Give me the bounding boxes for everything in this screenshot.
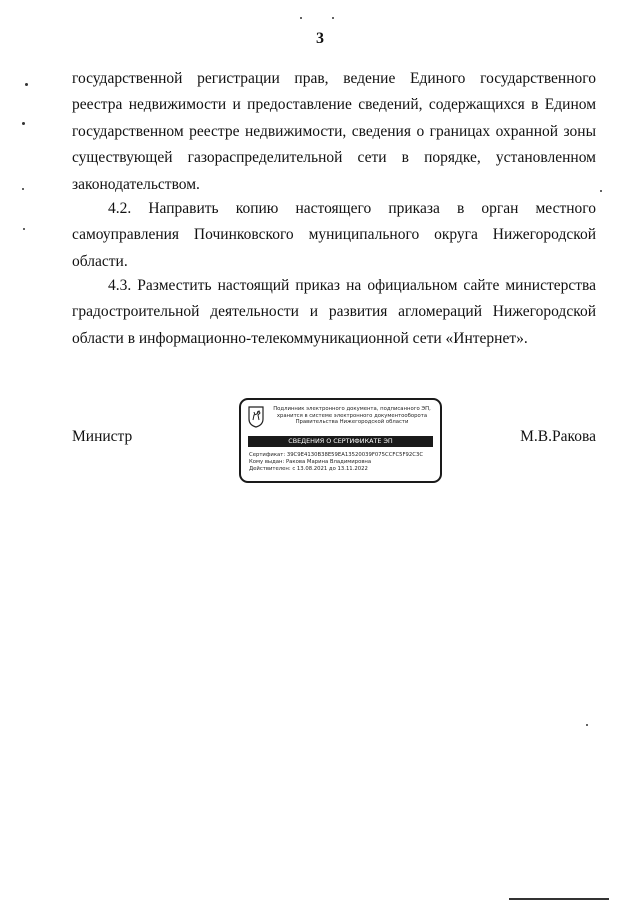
stamp-certificate-bar: СВЕДЕНИЯ О СЕРТИФИКАТЕ ЭП	[248, 436, 433, 447]
scan-speck	[600, 190, 602, 192]
deer-emblem-icon	[248, 406, 264, 428]
paragraph-continuation: государственной регистрации прав, ведение Единого государственного реестра недвижимости и предоставление сведений, содержащихся в Едином государственном реестре недвижимости, сведения о границах охранной зоны существующей газораспределительной сети в порядке, установленном законодательством.	[72, 70, 596, 193]
electronic-signature-stamp	[239, 398, 442, 483]
scan-speck	[509, 898, 609, 900]
signer-title: Министр	[72, 428, 133, 445]
scan-speck	[25, 83, 28, 86]
scan-speck	[300, 17, 302, 19]
scan-speck	[23, 228, 25, 230]
paragraph-4-3: 4.3. Разместить настоящий приказ на официальном сайте министерства градостроительной деятельности и развития агломераций Нижегородской области в информационно-телекоммуникационной сети «Интернет».	[72, 277, 596, 347]
scan-speck	[22, 122, 25, 125]
scan-speck	[22, 188, 24, 190]
scan-speck	[332, 17, 334, 19]
page-number: 3	[316, 30, 324, 47]
signer-name: М.В.Ракова	[520, 428, 596, 445]
stamp-validity: Действителен: с 13.08.2021 до 13.11.2022	[249, 466, 368, 472]
stamp-certificate-number: Сертификат: 39C9E4130B38E59EA13520039F075CCFC5F92C3C	[249, 452, 424, 458]
stamp-header: Подлинник электронного документа, подписанного ЭП, хранится в системе электронного документооборота Правительства Нижегородской области	[273, 406, 431, 426]
scan-speck	[586, 724, 588, 726]
paragraph-4-2: 4.2. Направить копию настоящего приказа в орган местного самоуправления Починковского муниципального округа Нижегородской области.	[72, 200, 596, 270]
stamp-issued-to: Кому выдан: Ракова Марина Владимировна	[249, 459, 372, 465]
